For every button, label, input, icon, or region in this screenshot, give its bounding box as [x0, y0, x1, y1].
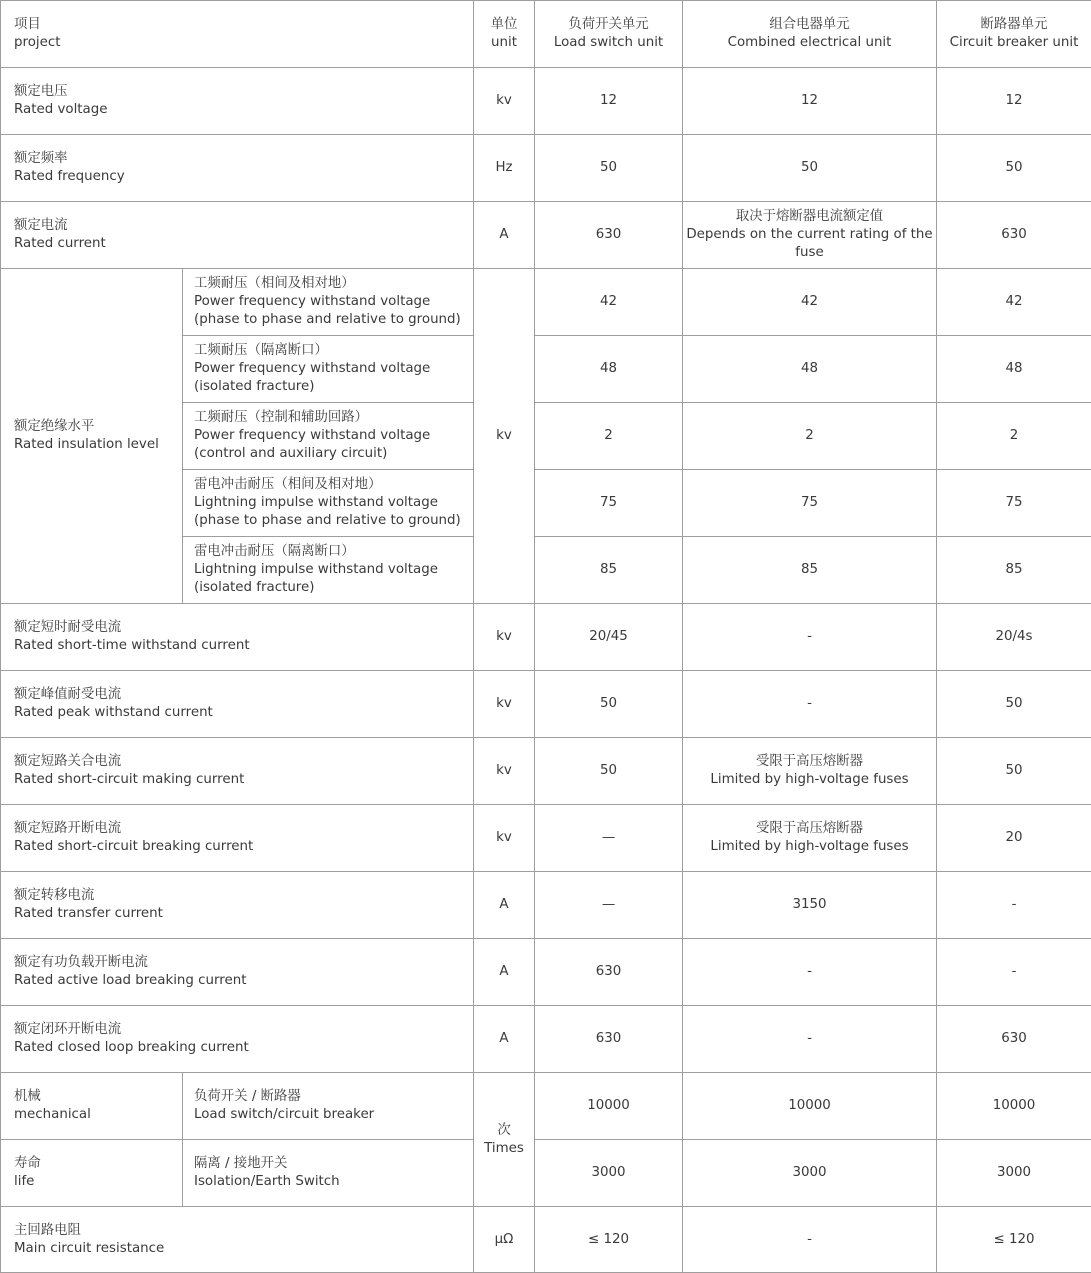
sub-label [183, 403, 474, 470]
header-project-cn: 项目 [14, 17, 41, 32]
table-row [1, 604, 1091, 671]
unit-cell: kv [474, 805, 535, 872]
combined-cell: 50 [683, 135, 937, 202]
row-label [1, 738, 474, 805]
load-switch-cell: 50 [535, 738, 683, 805]
sub-label [183, 336, 474, 403]
unit-cell: kv [474, 269, 535, 604]
sub-label [183, 470, 474, 537]
table-row [1, 1073, 1091, 1140]
unit-cell: A [474, 939, 535, 1006]
breaker-cell: 20 [937, 805, 1091, 872]
row-label-en: Rated short-circuit making current [14, 772, 245, 787]
header-project [1, 1, 474, 68]
unit-cell: μΩ [474, 1207, 535, 1273]
table-header-row [1, 1, 1091, 68]
sub-label-en-detail: (phase to phase and relative to ground) [194, 312, 461, 327]
row-label-cn: 额定峰值耐受电流 [14, 687, 122, 702]
breaker-cell: - [937, 939, 1091, 1006]
unit-en: Times [484, 1140, 524, 1156]
table-row [1, 671, 1091, 738]
sub-label-cn: 雷电冲击耐压（相间及相对地） [194, 477, 382, 492]
combined-cell [683, 805, 937, 872]
row-label-cn: 额定绝缘水平 [14, 419, 95, 434]
sub-label [183, 1073, 474, 1140]
row-label-en: mechanical [14, 1107, 91, 1122]
unit-cell: A [474, 202, 535, 269]
load-switch-cell: 630 [535, 1006, 683, 1073]
breaker-cell: 10000 [937, 1073, 1091, 1140]
table-row [1, 1140, 1091, 1207]
sub-label-cn: 工频耐压（相间及相对地） [194, 276, 355, 291]
header-load-switch-cn: 负荷开关单元 [568, 17, 649, 32]
combined-cell: 85 [683, 537, 937, 604]
sub-label-cn: 工频耐压（隔离断口） [194, 343, 328, 358]
table-row [1, 872, 1091, 939]
row-label-en: Rated peak withstand current [14, 705, 213, 720]
row-label-cn: 额定闭环开断电流 [14, 1022, 122, 1037]
table-row [1, 939, 1091, 1006]
combined-cell [683, 738, 937, 805]
load-switch-cell: 10000 [535, 1073, 683, 1140]
row-label [1, 1207, 474, 1273]
table-row [1, 738, 1091, 805]
header-combined-en: Combined electrical unit [727, 35, 892, 50]
row-label-en: Rated closed loop breaking current [14, 1040, 249, 1055]
load-switch-cell: 3000 [535, 1140, 683, 1207]
row-label [1, 135, 474, 202]
sub-label-en: Power frequency withstand voltage [194, 428, 431, 443]
load-switch-cell: — [535, 805, 683, 872]
sub-label-en-detail: (control and auxiliary circuit) [194, 446, 388, 461]
load-switch-cell: 42 [535, 269, 683, 336]
unit-cell [474, 1073, 535, 1207]
sub-label [183, 269, 474, 336]
load-switch-cell: 50 [535, 671, 683, 738]
row-label-en: Rated transfer current [14, 906, 163, 921]
header-breaker-cn: 断路器单元 [980, 17, 1048, 32]
combined-cell: 3150 [683, 872, 937, 939]
combined-cell: 42 [683, 269, 937, 336]
table-row [1, 1006, 1091, 1073]
combined-cell: - [683, 1006, 937, 1073]
sub-label-en-detail: (isolated fracture) [194, 580, 315, 595]
load-switch-cell: 2 [535, 403, 683, 470]
row-label-en: Rated insulation level [14, 437, 159, 452]
row-label [1, 1006, 474, 1073]
sub-label-en: Isolation/Earth Switch [194, 1174, 340, 1189]
sub-label-en-detail: (phase to phase and relative to ground) [194, 513, 461, 528]
load-switch-cell: 85 [535, 537, 683, 604]
breaker-cell: 630 [937, 202, 1091, 269]
combined-cell: 3000 [683, 1140, 937, 1207]
sub-label-en: Load switch/circuit breaker [194, 1107, 375, 1122]
sub-label-en-detail: (isolated fracture) [194, 379, 315, 394]
breaker-cell: 50 [937, 671, 1091, 738]
header-breaker-en: Circuit breaker unit [949, 35, 1079, 50]
unit-cell: kv [474, 604, 535, 671]
breaker-cell: 2 [937, 403, 1091, 470]
row-label-en: Rated short-time withstand current [14, 638, 250, 653]
row-label-cn: 额定短时耐受电流 [14, 620, 122, 635]
breaker-cell: 75 [937, 470, 1091, 537]
combined-cell: 2 [683, 403, 937, 470]
combined-cell: - [683, 939, 937, 1006]
breaker-cell: 50 [937, 135, 1091, 202]
sub-label-en: Power frequency withstand voltage [194, 294, 431, 309]
load-switch-cell: ≤ 120 [535, 1207, 683, 1273]
combined-note-en: Limited by high-voltage fuses [710, 772, 909, 787]
table-row [1, 269, 1091, 336]
row-label-en: Rated voltage [14, 102, 108, 117]
table-row [1, 68, 1091, 135]
load-switch-cell: 630 [535, 939, 683, 1006]
row-label-cn: 额定有功负载开断电流 [14, 955, 148, 970]
combined-note-cn: 受限于高压熔断器 [755, 754, 864, 769]
combined-cell: - [683, 604, 937, 671]
load-switch-cell: 630 [535, 202, 683, 269]
row-label-cn: 寿命 [14, 1156, 41, 1171]
row-label-cn: 额定短路开断电流 [14, 821, 122, 836]
table-row [1, 202, 1091, 269]
load-switch-cell: 50 [535, 135, 683, 202]
sub-label [183, 1140, 474, 1207]
breaker-cell: 42 [937, 269, 1091, 336]
header-unit [474, 1, 535, 68]
row-label [1, 202, 474, 269]
combined-note-cn: 受限于高压熔断器 [755, 821, 864, 836]
row-label-cn: 额定转移电流 [14, 888, 95, 903]
combined-cell [683, 202, 937, 269]
header-unit-en: unit [491, 35, 517, 50]
combined-cell: 75 [683, 470, 937, 537]
row-label-en: Main circuit resistance [14, 1240, 165, 1256]
table-row [1, 135, 1091, 202]
load-switch-cell: 48 [535, 336, 683, 403]
sub-label-cn: 雷电冲击耐压（隔离断口） [194, 544, 355, 559]
sub-label-en: Lightning impulse withstand voltage [194, 495, 438, 510]
breaker-cell: ≤ 120 [937, 1207, 1091, 1273]
row-label [1, 872, 474, 939]
row-label-cn: 机械 [14, 1089, 41, 1104]
header-combined [683, 1, 937, 68]
sub-label [183, 537, 474, 604]
breaker-cell: 20/4s [937, 604, 1091, 671]
load-switch-cell: 75 [535, 470, 683, 537]
combined-note-en: Limited by high-voltage fuses [710, 839, 909, 854]
header-project-en: project [14, 35, 61, 50]
row-label-cn: 主回路电阻 [14, 1222, 81, 1238]
breaker-cell: 48 [937, 336, 1091, 403]
breaker-cell: - [937, 872, 1091, 939]
row-label [1, 939, 474, 1006]
row-label-en: Rated frequency [14, 169, 125, 184]
combined-cell: 10000 [683, 1073, 937, 1140]
breaker-cell: 12 [937, 68, 1091, 135]
row-label [1, 671, 474, 738]
row-label-cn: 额定频率 [14, 151, 68, 166]
sub-label-en: Lightning impulse withstand voltage [194, 562, 438, 577]
combined-cell: - [683, 1207, 937, 1273]
sub-label-en: Power frequency withstand voltage [194, 361, 431, 376]
breaker-cell: 630 [937, 1006, 1091, 1073]
combined-note-en: Depends on the current rating of the [686, 227, 933, 242]
sub-label-cn: 隔离 / 接地开关 [194, 1156, 288, 1171]
row-label [1, 68, 474, 135]
unit-cell: kv [474, 68, 535, 135]
breaker-cell: 3000 [937, 1140, 1091, 1207]
breaker-cell: 50 [937, 738, 1091, 805]
row-label-life [1, 1140, 183, 1207]
combined-cell: 12 [683, 68, 937, 135]
row-label-en: Rated current [14, 236, 106, 251]
sub-label-cn: 工频耐压（控制和辅助回路） [194, 410, 369, 425]
unit-cell: A [474, 872, 535, 939]
sub-label-cn: 负荷开关 / 断路器 [194, 1089, 301, 1104]
row-label-cn: 额定电压 [14, 84, 68, 99]
row-label-cn: 额定短路关合电流 [14, 754, 122, 769]
table-row [1, 805, 1091, 872]
table-row [1, 1207, 1091, 1273]
load-switch-cell: 20/45 [535, 604, 683, 671]
combined-cell: 48 [683, 336, 937, 403]
row-label [1, 604, 474, 671]
header-load-switch [535, 1, 683, 68]
row-label-mechanical [1, 1073, 183, 1140]
header-load-switch-en: Load switch unit [553, 35, 664, 50]
combined-note-en-cont: fuse [795, 245, 824, 260]
row-label-insulation [1, 269, 183, 604]
breaker-cell: 85 [937, 537, 1091, 604]
row-label-en: Rated active load breaking current [14, 973, 247, 988]
load-switch-cell: — [535, 872, 683, 939]
header-breaker [937, 1, 1091, 68]
load-switch-cell: 12 [535, 68, 683, 135]
unit-cn: 次 [497, 1122, 511, 1138]
header-unit-cn: 单位 [490, 17, 518, 32]
row-label-en: life [14, 1174, 35, 1189]
unit-cell: A [474, 1006, 535, 1073]
unit-cell: Hz [474, 135, 535, 202]
header-combined-cn: 组合电器单元 [769, 17, 850, 32]
unit-cell: kv [474, 738, 535, 805]
unit-cell: kv [474, 671, 535, 738]
row-label-en: Rated short-circuit breaking current [14, 839, 254, 854]
combined-note-cn: 取决于熔断器电流额定值 [735, 209, 884, 224]
row-label [1, 805, 474, 872]
combined-cell: - [683, 671, 937, 738]
row-label-cn: 额定电流 [14, 218, 68, 233]
